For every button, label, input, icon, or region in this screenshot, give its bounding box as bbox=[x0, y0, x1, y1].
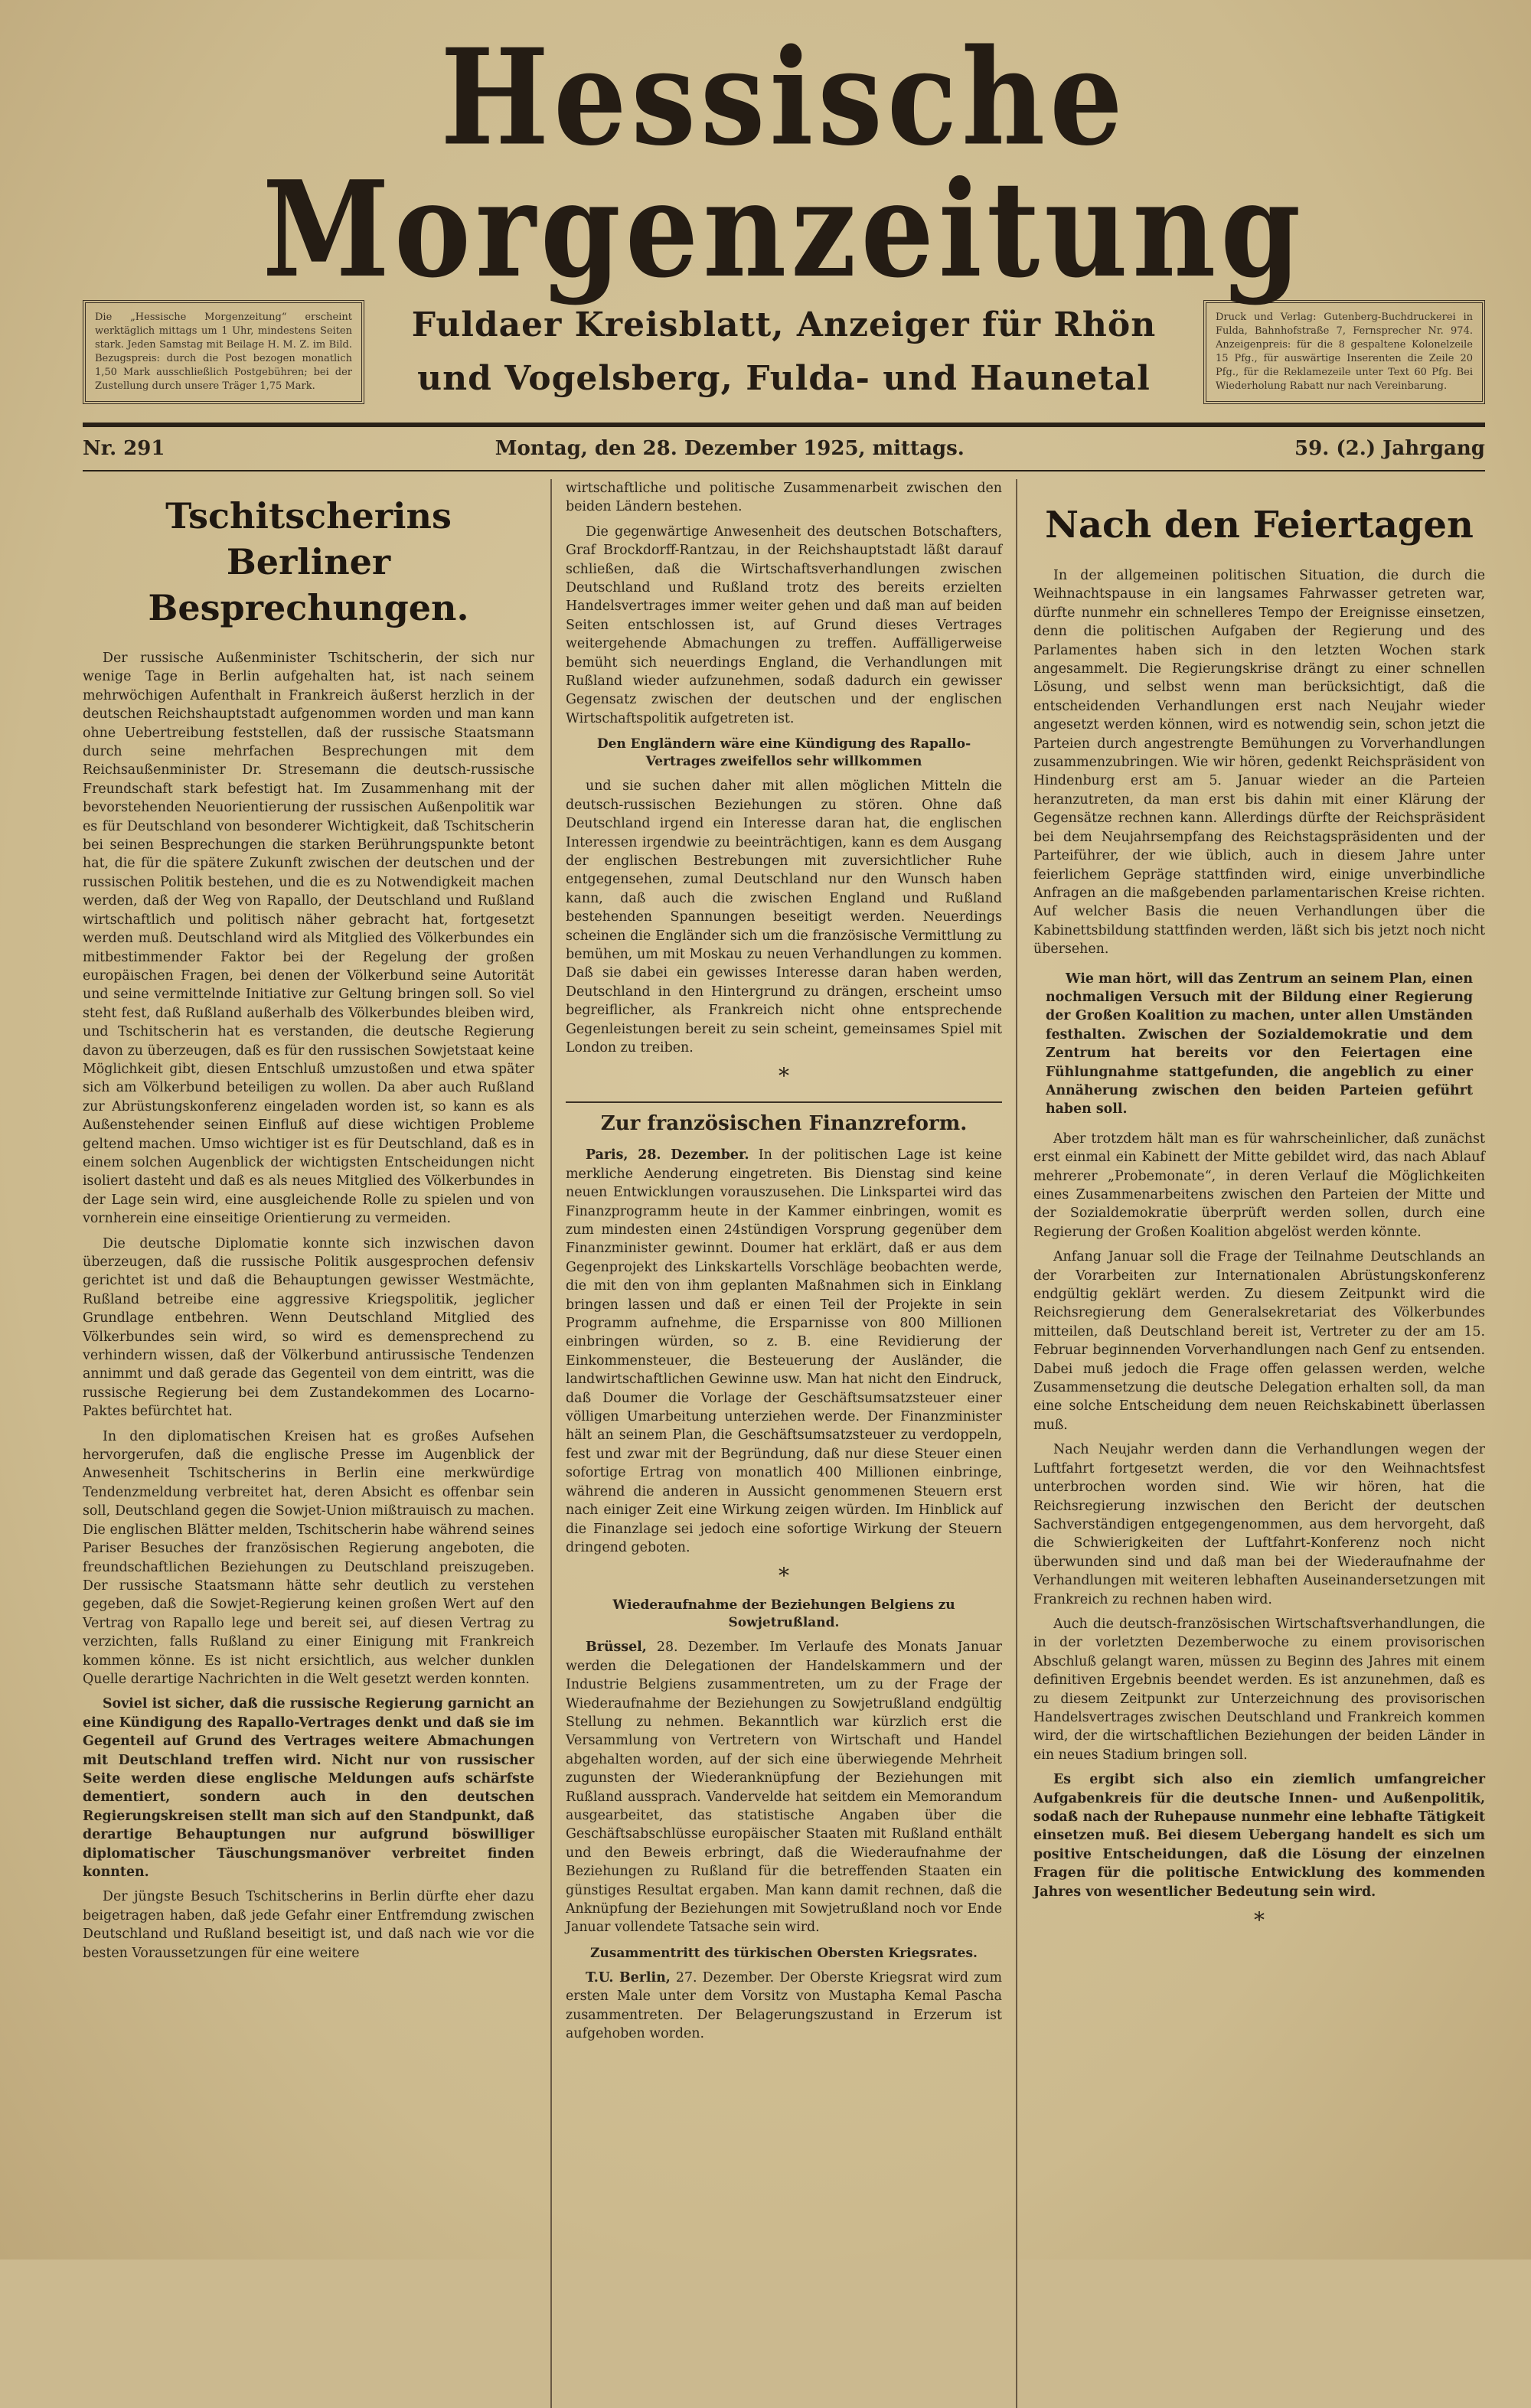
headline-line2: Berliner Besprechungen. bbox=[148, 541, 469, 628]
volume: 59. (2.) Jahrgang bbox=[1294, 437, 1485, 460]
column-middle bbox=[550, 479, 1017, 2408]
column-right bbox=[1033, 479, 1485, 2408]
paragraph-text: In der politischen Lage ist keine merkliche Aenderung eingetreten. Bis Dienstag sind keine neuen Entwicklungen vorauszusehen. Die Linkspartei wird das Finanzprogramm heute in der Kammer einbringen, womit es zum mindesten einen 24stündigen Vorsprung gegenüber dem Finanzminister gewinnt. Doumer hat erklärt, daß er aus dem Gegenprojekt des Linkskartells Vorschläge beobachten werde, die mit den von ihm geplanten Maßnahmen sich in Einklang bringen lassen und daß er einen Teil der Projekte in sein Programm aufnehme, die Ersparnisse von 800 Millionen einbringen würden, so z. B. eine Revidierung der Einkommensteuer, die Besteuerung der Ausländer, die landwirtschaftlichen Gewinne usw. Man hat nicht den Eindruck, daß Doumer die Vorlage der Geschäftsumsatzsteuer einer völligen Umarbeitung unterziehen werde. Der Finanzminister hält an seinem Plan, die Geschäftsumsatzsteuer zu verdoppeln, fest und zwar mit der Begründung, daß nur diese Steuer einen sofortige Ertrag von monatlich 400 Millionen einbringe, während die anderen in Aussicht genommenen Steuern erst nach einiger Zeit eine Wirkung zeigen würden. Im Hinblick auf die Finanzlage sei jedoch eine sofortige Wirkung der Steuern dringend geboten. bbox=[566, 1147, 1002, 1555]
paragraph: wirtschaftliche und politische Zusammenarbeit zwischen den beiden Ländern bestehen. bbox=[566, 481, 1002, 515]
article-columns bbox=[83, 479, 1485, 2408]
paragraph bbox=[566, 1969, 1002, 2044]
bottom-rule bbox=[83, 470, 1485, 471]
paragraph-text: 28. Dezember. Im Verlaufe des Monats Januar werden die Delegationen der Handelskammern und der Industrie Belgiens zusammentreten, um zu der Frage der Wiederaufnahme der Beziehungen zu Sowjetrußland endgültig Stellung zu nehmen. Bekanntlich war kürzlich erst die Versammlung von Vertretern von Wirtschaft und Handel abgehalten worden, auf der sich eine überwiegende Mehrheit zugunsten der Wiederanknüpfung der Beziehungen mit Rußland aussprach. Vandervelde hat seitdem ein Memorandum ausgearbeitet, das statistische Angaben über die Geschäftsabschlüsse europäischer Staaten mit Rußland enthält und den Beweis erbringt, daß die Wiederaufnahme der Beziehungen zu Rußland für die betreffenden Staaten ein günstiges Resultat ergaben. Man kann damit rechnen, daß die Anknüpfung der Beziehungen mit Sowjetrußland noch vor Ende Januar vollendete Tatsache sein wird. bbox=[566, 1640, 1002, 1936]
paragraph: und sie suchen daher mit allen möglichen Mitteln die deutsch-russischen Beziehungen zu stören. Ohne daß Deutschland irgend ein Interesse daran hat, die englischen Interessen irgendwie zu beeinträchtigen, kann es dem Ausgang der englischen Bestrebungen mit zuversichtlicher Ruhe entgegensehen, zumal Deutschland nur den Wunsch haben kann, daß auch die zwischen England und Rußland bestehenden Spannungen beseitigt werden. Neuerdings scheinen die Engländer sich um die französische Vermittlung zu bemühen, um mit Moskau zu neuen Verhandlungen zu kommen. Daß sie dabei ein gewisses Interesse daran haben werden, Deutschland in den Hintergrund zu drängen, erscheint umso begreiflicher, als Frankreich nicht ohne entsprechende Gegenleistungen bereit zu sein scheint, gemeinsames Spiel mit London zu treiben. bbox=[566, 778, 1002, 1056]
dateline-bruessel: Brüssel, bbox=[586, 1640, 647, 1656]
subtitle-line1: Fuldaer Kreisblatt, Anzeiger für Rhön bbox=[411, 305, 1157, 344]
issue-date: Montag, den 28. Dezember 1925, mittags. bbox=[495, 437, 965, 460]
paragraph: Der russische Außenminister Tschitscherin, der sich nur wenige Tage in Berlin aufgehalten hat, ist nach seinem mehrwöchigen Aufenthalt in Frankreich äußerst herzlich in der deutschen Reichshauptstadt aufgenommen worden und man kann ohne Uebertreibung feststellen, daß der russische Staatsmann durch seine mehrfachen Besprechungen mit dem Reichsaußenminister Dr. Stresemann die deutsch-russische Freundschaft stark befestigt hat. Im Zusammenhang mit der bevorstehenden Neuorientierung der russischen Außenpolitik war es für Deutschland von besonderer Wichtigkeit, daß Tschitscherin bei seinen Besprechungen die starken Berührungspunkte betont hat, die für die spätere Zukunft zwischen der deutschen und der russischen Politik bestehen, und die es zu Notwendigkeit machen werden, daß der Weg von Rapallo, der Deutschland und Rußland wirtschaftlich und politisch näher gebracht hat, fortgesetzt werden muß. Deutschland wird als Mitglied des Völkerbundes ein mitbestimmender Faktor bei der Regelung der großen europäischen Fragen, bei denen der Völkerbund seine Autorität und seine vermittelnde Initiative zur Geltung bringen soll. So viel steht fest, daß Rußland außerhalb des Völkerbundes bleiben wird, und Tschitscherin hat es verstanden, die deutsche Regierung davon zu überzeugen, daß es für den russischen Sowjetstaat keine Möglichkeit gibt, diesen Entschluß umzustoßen und etwa später sich am Völkerbund beteiligen zu wollen. Da aber auch Rußland zur Abrüstungskonferenz eingeladen worden ist, so kann es als Außenstehender seinen Einfluß auf diese wichtigen Probleme geltend machen. Umso wichtiger ist es für Deutschland, daß es in einem solchen Augenblick der wichtigsten Entscheidungen nicht isoliert dasteht und daß es als neues Mitglied des Völkerbundes in der Lage sein wird, eine ausgleichende Rolle zu spielen und von vornherein eine einseitige Orientierung zu vermeiden. bbox=[83, 651, 534, 1227]
paragraph: Der jüngste Besuch Tschitscherins in Berlin dürfte eher dazu beigetragen haben, daß jede Gefahr einer Entfremdung zwischen Deutschland und Rußland beseitigt ist, und daß nach wie vor die besten Voraussetzungen für eine weitere bbox=[83, 1889, 534, 1961]
issue-number: Nr. 291 bbox=[83, 437, 165, 460]
masthead-subtitle bbox=[364, 299, 1203, 406]
dateline-paris: Paris, 28. Dezember. bbox=[586, 1147, 749, 1163]
dateline bbox=[83, 427, 1485, 470]
subscription-notice: Die „Hessische Morgenzeitung“ erscheint werktäglich mittags um 1 Uhr, mindestens Seiten stark. Jeden Samstag mit Beilage H. M. Z. im Bild. Bezugspreis: durch die Post bezogen monatlich 1,50 Mark ausschließlich Postgebühren; bei der Zustellung durch unsere Träger 1,75 Mark. bbox=[83, 300, 364, 404]
masthead-title: Hessische Morgenzeitung bbox=[262, 20, 1306, 308]
paragraph: Nach Neujahr werden dann die Verhandlungen wegen der Luftfahrt fortgesetzt werden, die vor den Weihnachtsfest unterbrochen worden sind. Wie wir hören, hat die Reichsregierung inzwischen den Bericht der deutschen Sachverständigen entgegengenommen, aus dem hervorgeht, daß die Schwierigkeiten der Luftfahrt-Konferenz noch nicht überwunden sind und daß man bei der Wiederaufnahme der Verhandlungen mit weiteren lebhaften Auseinandersetzungen mit Frankreich zu rechnen haben wird. bbox=[1033, 1442, 1485, 1607]
subheadline-rapallo: Den Engländern wäre eine Kündigung des Rapallo-Vertrages zweifellos sehr willkommen bbox=[596, 736, 971, 770]
separator-star: * bbox=[779, 1563, 789, 1589]
paragraph bbox=[566, 1638, 1002, 1937]
headline-line1: Tschitscherins bbox=[165, 495, 452, 537]
masthead-row bbox=[83, 291, 1485, 413]
paragraph-bold: Wie man hört, will das Zentrum an seinem Plan, einen nochmaligen Versuch mit der Bildung einer Regierung der Großen Koalition zu machen, unter allen Umständen festhalten. Zwischen der Sozialdemokratie und dem Zentrum hat bereits vor den Feiertagen eine Fühlungnahme stattgefunden, die angeblich zu einer Annäherung zwischen den beiden Parteien geführt haben soll. bbox=[1046, 971, 1473, 1118]
paragraph: In den diplomatischen Kreisen hat es großes Aufsehen hervorgerufen, daß die englische Presse im Augenblick der Anwesenheit Tschitscherins in Berlin eine merkwürdige Tendenzmeldung verbreitet hat, deren Absicht es offenbar sein soll, Deutschland gegen die Sowjet-Union mißtrauisch zu machen. Die englischen Blätter melden, Tschitscherin habe während seines Pariser Besuches der französischen Regierung angeboten, die freundschaftlichen Beziehungen zu Deutschland preiszugeben. Der russische Staatsmann hätte sehr deutlich zu verstehen gegeben, daß die Sowjet-Regierung keinen großen Wert auf den Vertrag von Rapallo lege und bereit sei, auf diesen Vertrag zu verzichten, falls Rußland zu einer Einigung mit Frankreich kommen könne. Es ist nicht ersichtlich, aus welcher dunklen Quelle derartige Nachrichten in die Welt gesetzt werden konnten. bbox=[83, 1428, 534, 1687]
paragraph: In der allgemeinen politischen Situation, die durch die Weihnachtspause in ein langsames Fahrwasser getreten war, dürfte nunmehr ein schnelleres Tempo der Ereignisse einsetzen, denn die politischen Aufgaben der Regierung und des Parlamentes haben sich in den letzten Wochen stark angesammelt. Die Regierungskrise drängt zu einer schnellen Lösung, und selbst wenn man berücksichtigt, daß die entscheidenden Verhandlungen erst nach Neujahr wieder angesetzt werden können, wird es notwendig sein, schon jetzt die Parteien durch angestrengte Bemühungen zu Vorverhandlungen zusammenzubringen. Wie wir hören, gedenkt Reichspräsident von Hindenburg erst am 5. Januar wieder an die Parteien heranzutreten, da man erst bis dahin mit einer Klärung der Gegensätze rechnen kann. Allerdings dürfte der Reichspräsident bei dem Neujahrsempfang des Reichstagspräsidenten und der Parteiführer, der wie üblich, auch in diesem Jahre unter feierlichem Gepräge stattfinden wird, einige unverbindliche Anfragen an die maßgebenden parlamentarischen Kreise richten. Auf welcher Basis die neuen Verhandlungen über die Kabinettsbildung stattfinden werden, läßt sich bis jetzt noch nicht übersehen. bbox=[1033, 568, 1485, 958]
headline-feiertage: Nach den Feiertagen bbox=[1045, 504, 1474, 547]
paragraph: Aber trotzdem hält man es für wahrscheinlicher, daß zunächst erst einmal ein Kabinett der Mitte gebildet wird, das nach Ablauf mehrerer „Probemonate“, in deren Verlauf die Möglichkeiten eines Zusammenarbeitens zwischen den Parteien der Mitte und der Sozialdemokratie überprüft werden sollen, durch eine Regierung der Großen Koalition abgelöst werden könnte. bbox=[1033, 1131, 1485, 1240]
headline-tschitscherin bbox=[83, 493, 534, 631]
paragraph: Anfang Januar soll die Frage der Teilnahme Deutschlands an der Vorarbeiten zur Internationalen Abrüstungskonferenz endgültig geklärt werden. Zu diesem Zeitpunkt wird die Reichsregierung dem Generalsekretariat des Völkerbundes mitteilen, daß Deutschland bereit ist, Vertreter zu der am 15. Februar beginnenden Vorverhandlungen nach Genf zu entsenden. Dabei muß jedoch die Frage offen gelassen werden, welche Zusammensetzung die deutsche Delegation erhalten soll, da man eine solche Entscheidung dem neuen Reichskabinett überlassen muß. bbox=[1033, 1249, 1485, 1433]
separator-star: * bbox=[779, 1063, 789, 1089]
headline-belgien: Wiederaufnahme der Beziehungen Belgiens zu Sowjetrußland. bbox=[612, 1597, 955, 1631]
separator-star: * bbox=[1254, 1907, 1265, 1933]
dateline-berlin: T.U. Berlin, bbox=[586, 1969, 671, 1985]
paragraph: Die gegenwärtige Anwesenheit des deutschen Botschafters, Graf Brockdorff-Rantzau, in der Reichshauptstadt läßt darauf schließen, daß die Wirtschaftsverhandlungen zwischen Deutschland und Rußland trotz des bereits erzielten Handelsvertrages immer weiter gehen und daß man auf beiden Seiten entschlossen ist, auf Grund dieses Vertrages weitergehende Abmachungen zu treffen. Auffälligerweise bemüht sich neuerdings England, die Verhandlungen mit Rußland wieder aufzunehmen, sodaß dadurch ein gewisser Gegensatz zwischen der deutschen und der englischen Wirtschaftspolitik aufgetreten ist. bbox=[566, 524, 1002, 726]
paragraph: Die deutsche Diplomatie konnte sich inzwischen davon überzeugen, daß die russische Politik ausgesprochen defensiv gerichtet ist und daß die Behauptungen gewisser Westmächte, Rußland betreibe eine aggressive Kriegspolitik, jeglicher Grundlage entbehren. Wenn Deutschland Mitglied des Völkerbundes sein wird, so wird es demensprechend zu verhindern wissen, daß der Völkerbund antirussische Tendenzen annimmt und daß gerade das Gegenteil von dem eintritt, was die russische Regierung bei dem Zustandekommen des Locarno-Paktes befürchtet hat. bbox=[83, 1235, 534, 1420]
paragraph-text: 27. Dezember. Der Oberste Kriegsrat wird zum ersten Male unter dem Vorsitz von Mustapha Kemal Pascha zusammentreten. Der Belagerungszustand in Erzerum ist aufgehoben worden. bbox=[566, 1969, 1002, 2042]
headline-finanzreform: Zur französischen Finanzreform. bbox=[566, 1101, 1002, 1137]
headline-kriegsrat: Zusammentritt des türkischen Obersten Kriegsrates. bbox=[590, 1945, 978, 1961]
paragraph: Auch die deutsch-französischen Wirtschaftsverhandlungen, die in der vorletzten Dezemberwoche zu einem provisorischen Abschluß gelangt waren, müssen zu Beginn des Jahres mit einem definitiven Ergebnis beendet werden. Es ist anzunehmen, daß es zu diesem Zeitpunkt zur Unterzeichnung des provisorischen Handelsvertrages zwischen Deutschland und Frankreich kommen wird, der die wirtschaftlichen Beziehungen der beiden Länder in ein neues Stadium bringen soll. bbox=[1033, 1616, 1485, 1763]
subtitle-line2: und Vogelsberg, Fulda- und Haunetal bbox=[417, 359, 1151, 398]
paragraph-bold: Soviel ist sicher, daß die russische Regierung garnicht an eine Kündigung des Rapallo-Vertrages denkt und daß sie im Gegenteil auf Grund des Vertrages weitere Abmachungen mit Deutschland treffen wird. Nicht nur von russischer Seite werden diese englische Meldungen aufs schärfste dementiert, sondern auch in den deutschen Regierungskreisen stellt man sich auf den Standpunkt, daß derartige Behauptungen nur aufgrund böswilliger diplomatischer Täuschungsmanöver verbreitet finden konnten. bbox=[83, 1696, 534, 1880]
publisher-notice: Druck und Verlag: Gutenberg-Buchdruckerei in Fulda, Bahnhofstraße 7, Fernsprecher Nr. 974. Anzeigenpreis: für die 8 gespaltene Kolonelzeile 15 Pfg., für auswärtige Inserenten die Zeile 20 Pfg., für die Reklamezeile unter Text 60 Pfg. Bei Wiederholung Rabatt nur nach Vereinbarung. bbox=[1203, 300, 1485, 404]
column-left bbox=[83, 479, 534, 2408]
paragraph bbox=[566, 1146, 1002, 1557]
paragraph-bold: Es ergibt sich also ein ziemlich umfangreicher Aufgabenkreis für die deutsche Innen- und Außenpolitik, sodaß nach der Ruhepause nunmehr eine lebhafte Tätigkeit einsetzen muß. Bei diesem Uebergang handelt es sich um positive Entscheidungen, daß die Lösung der einzelnen Fragen für die politische Entwicklung des kommenden Jahres von wesentlicher Bedeutung sein wird. bbox=[1033, 1772, 1485, 1900]
